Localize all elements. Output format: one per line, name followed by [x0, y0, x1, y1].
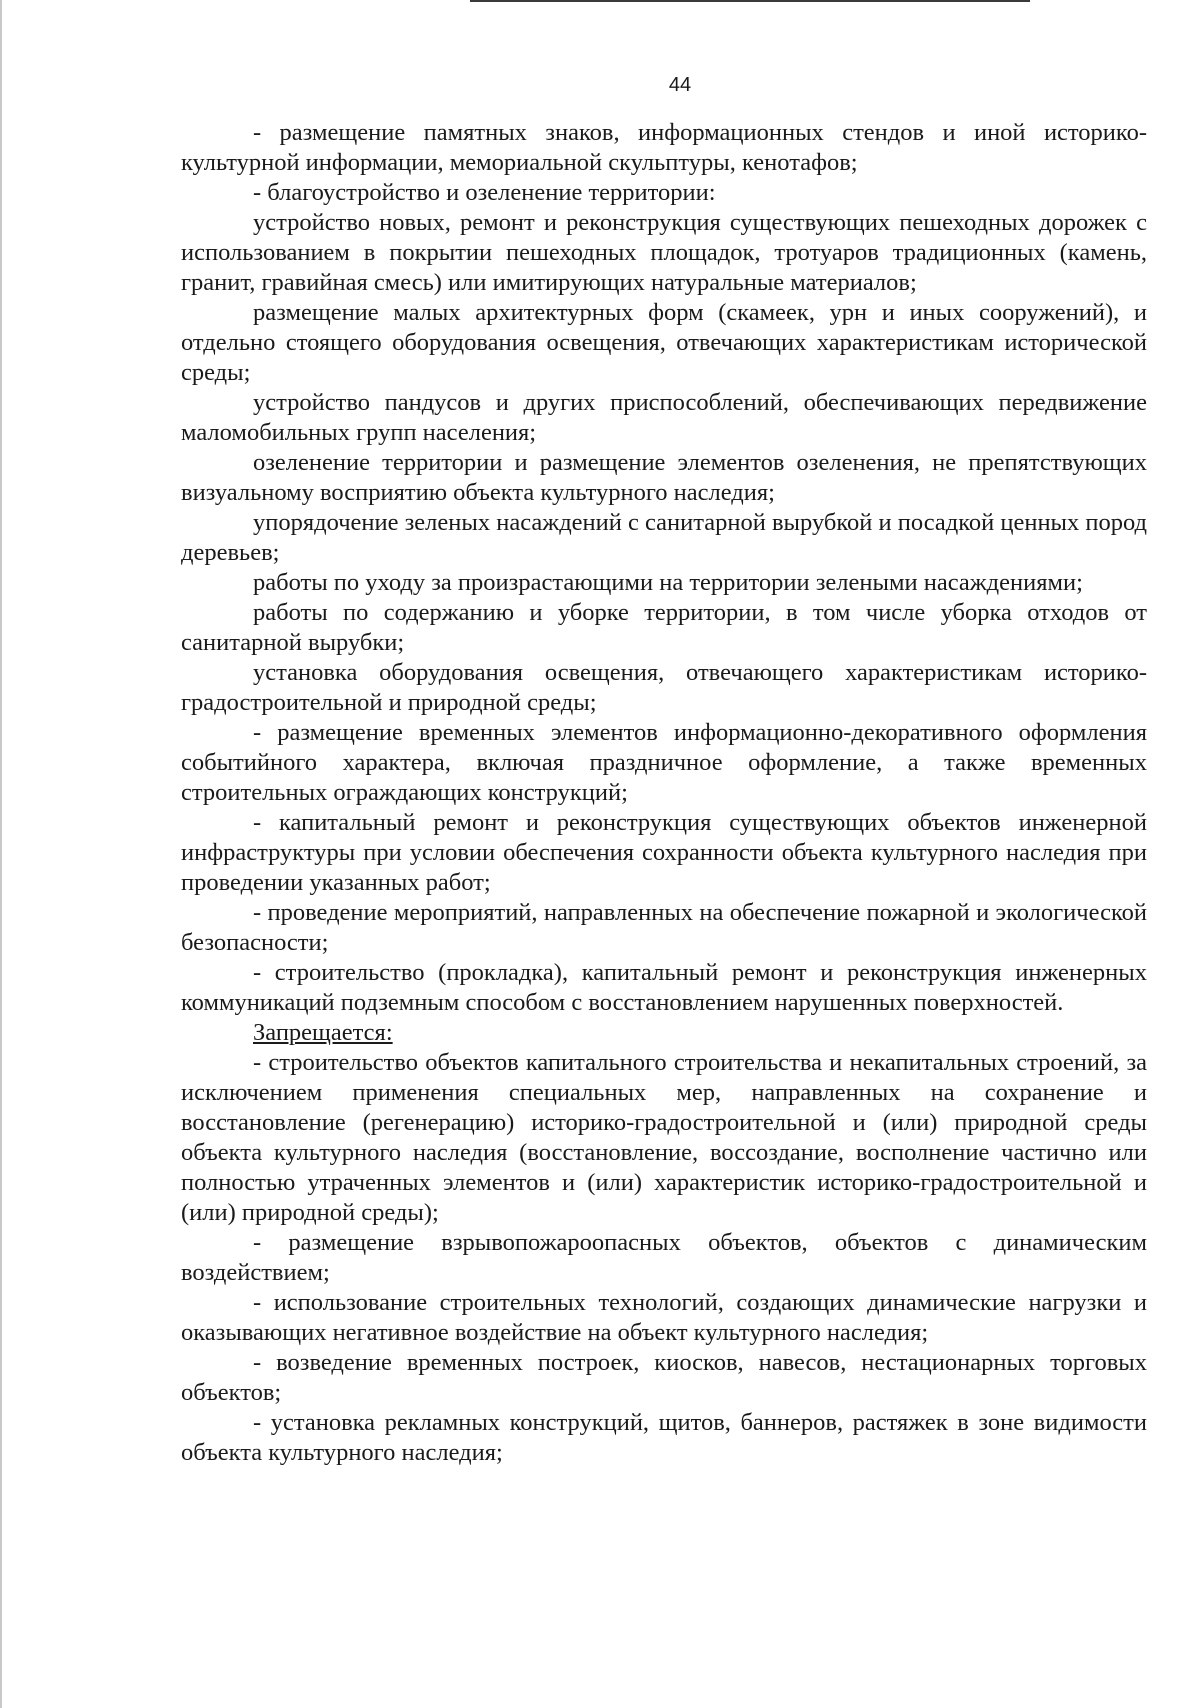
top-border-line [470, 0, 1030, 2]
paragraph: - установка рекламных конструкций, щитов, баннеров, растяжек в зоне видимости объекта культурного наследия; [181, 1409, 1147, 1466]
page-number: 44 [668, 74, 692, 96]
document-body [181, 118, 1147, 1468]
paragraph: устройство новых, ремонт и реконструкция существующих пешеходных дорожек с использованием в покрытии пешеходных площадок, тротуаров традиционных (камень, гранит, гравийная смесь) или имитирующих натуральные материалов; [181, 209, 1147, 296]
paragraph: - размещение временных элементов информационно-декоративного оформления событийного характера, включая праздничное оформление, а также временных строительных ограждающих конструкций; [181, 719, 1147, 806]
paragraph: упорядочение зеленых насаждений с санитарной вырубкой и посадкой ценных пород деревьев; [181, 509, 1148, 566]
left-scan-edge [0, 0, 2, 1708]
paragraph: - проведение мероприятий, направленных на обеспечение пожарной и экологической безопасности; [181, 899, 1147, 956]
paragraph: - размещение взрывопожароопасных объектов, объектов с динамическим воздействием; [181, 1229, 1147, 1286]
section-heading-prohibited [181, 1018, 1147, 1048]
paragraph: размещение малых архитектурных форм (скамеек, урн и иных сооружений), и отдельно стоящего оборудования освещения, отвечающих характеристикам исторической среды; [181, 299, 1147, 386]
paragraph: - возведение временных построек, киосков, навесов, нестационарных торговых объектов; [181, 1349, 1147, 1406]
prohibited-heading-text: Запрещается: [253, 1019, 393, 1046]
paragraph: - строительство (прокладка), капитальный ремонт и реконструкция инженерных коммуникаций подземным способом с восстановлением нарушенных поверхностей. [181, 959, 1147, 1016]
paragraph: - использование строительных технологий, создающих динамические нагрузки и оказывающих негативное воздействие на объект культурного наследия; [181, 1289, 1147, 1346]
paragraph: установка оборудования освещения, отвечающего характеристикам историко-градостроительной и природной среды; [181, 659, 1147, 716]
paragraph: - строительство объектов капитального строительства и некапитальных строений, за исключением применения специальных мер, направленных на сохранение и восстановление (регенерацию) историко-градостроительной и (или) природной среды объекта культурного наследия (восстановление, воссоздание, восполнение частично или полностью утраченных элементов и (или) характеристик историко-градостроительной и (или) природной среды); [181, 1049, 1147, 1226]
paragraph: работы по уходу за произрастающими на территории зелеными насаждениями; [253, 569, 1083, 596]
paragraph: - благоустройство и озеленение территории: [253, 179, 716, 206]
paragraph: - размещение памятных знаков, информационных стендов и иной историко-культурной информации, мемориальной скульптуры, кенотафов; [181, 119, 1147, 176]
paragraph: озеленение территории и размещение элементов озеленения, не препятствующих визуальному восприятию объекта культурного наследия; [181, 449, 1147, 506]
paragraph: работы по содержанию и уборке территории, в том числе уборка отходов от санитарной вырубки; [181, 599, 1147, 656]
paragraph: устройство пандусов и других приспособлений, обеспечивающих передвижение маломобильных групп населения; [181, 389, 1147, 446]
paragraph: - капитальный ремонт и реконструкция существующих объектов инженерной инфраструктуры при условии обеспечения сохранности объекта культурного наследия при проведении указанных работ; [181, 809, 1147, 896]
